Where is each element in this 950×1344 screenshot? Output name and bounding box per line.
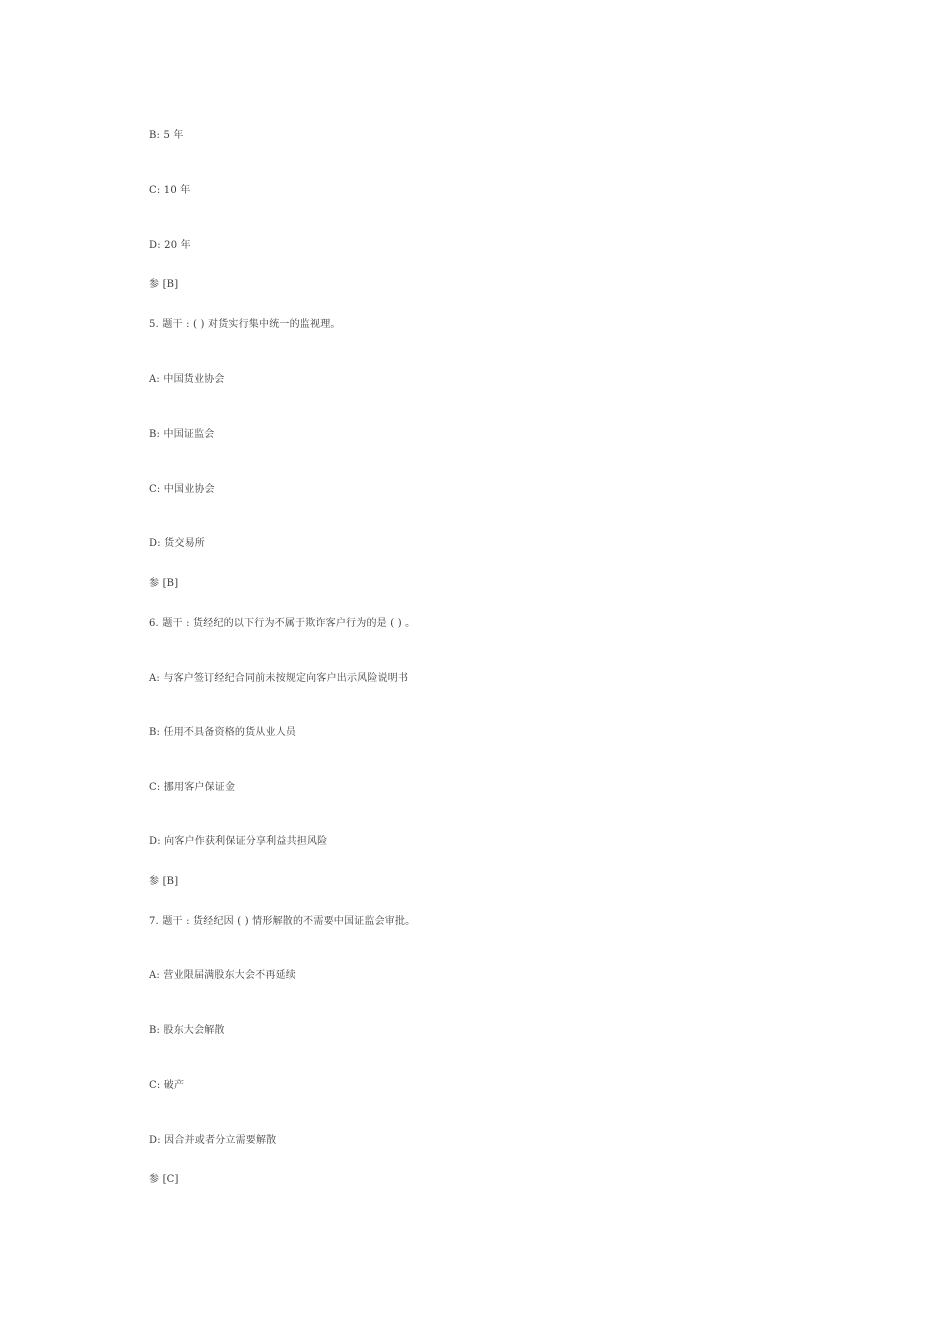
q6-option-b: B: 任用不具备资格的货从业人员 xyxy=(149,727,297,738)
q7-stem: 7. 题干 : 货经纪因 ( ) 情形解散的不需要中国证监会审批。 xyxy=(149,916,416,927)
q4-option-d: D: 20 年 xyxy=(149,240,191,251)
q6-option-d: D: 向客户作获利保证分享利益共担风险 xyxy=(149,836,328,847)
q7-option-a: A: 营业限届满股东大会不再延续 xyxy=(149,970,296,981)
q6-option-a: A: 与客户签订经纪合同前未按规定向客户出示风险说明书 xyxy=(149,673,409,684)
q6-option-c: C: 挪用客户保证金 xyxy=(149,782,236,793)
q7-option-d: D: 因合并或者分立需要解散 xyxy=(149,1135,277,1146)
q5-option-d: D: 货交易所 xyxy=(149,538,205,549)
q6-stem: 6. 题干 : 货经纪的以下行为不属于欺诈客户行为的是 ( ) 。 xyxy=(149,618,416,629)
q7-option-b: B: 股东大会解散 xyxy=(149,1025,225,1036)
q6-answer: 参 [B] xyxy=(149,876,179,887)
q5-answer: 参 [B] xyxy=(149,578,179,589)
q5-option-b: B: 中国证监会 xyxy=(149,429,215,440)
q4-answer: 参 [B] xyxy=(149,279,179,290)
q7-option-c: C: 破产 xyxy=(149,1080,185,1091)
q5-option-a: A: 中国货业协会 xyxy=(149,374,225,385)
q4-option-c: C: 10 年 xyxy=(149,185,191,196)
q4-option-b: B: 5 年 xyxy=(149,130,184,141)
q5-stem: 5. 题干 : ( ) 对货实行集中统一的监视理。 xyxy=(149,319,341,330)
q7-answer: 参 [C] xyxy=(149,1174,179,1185)
q5-option-c: C: 中国业协会 xyxy=(149,484,215,495)
